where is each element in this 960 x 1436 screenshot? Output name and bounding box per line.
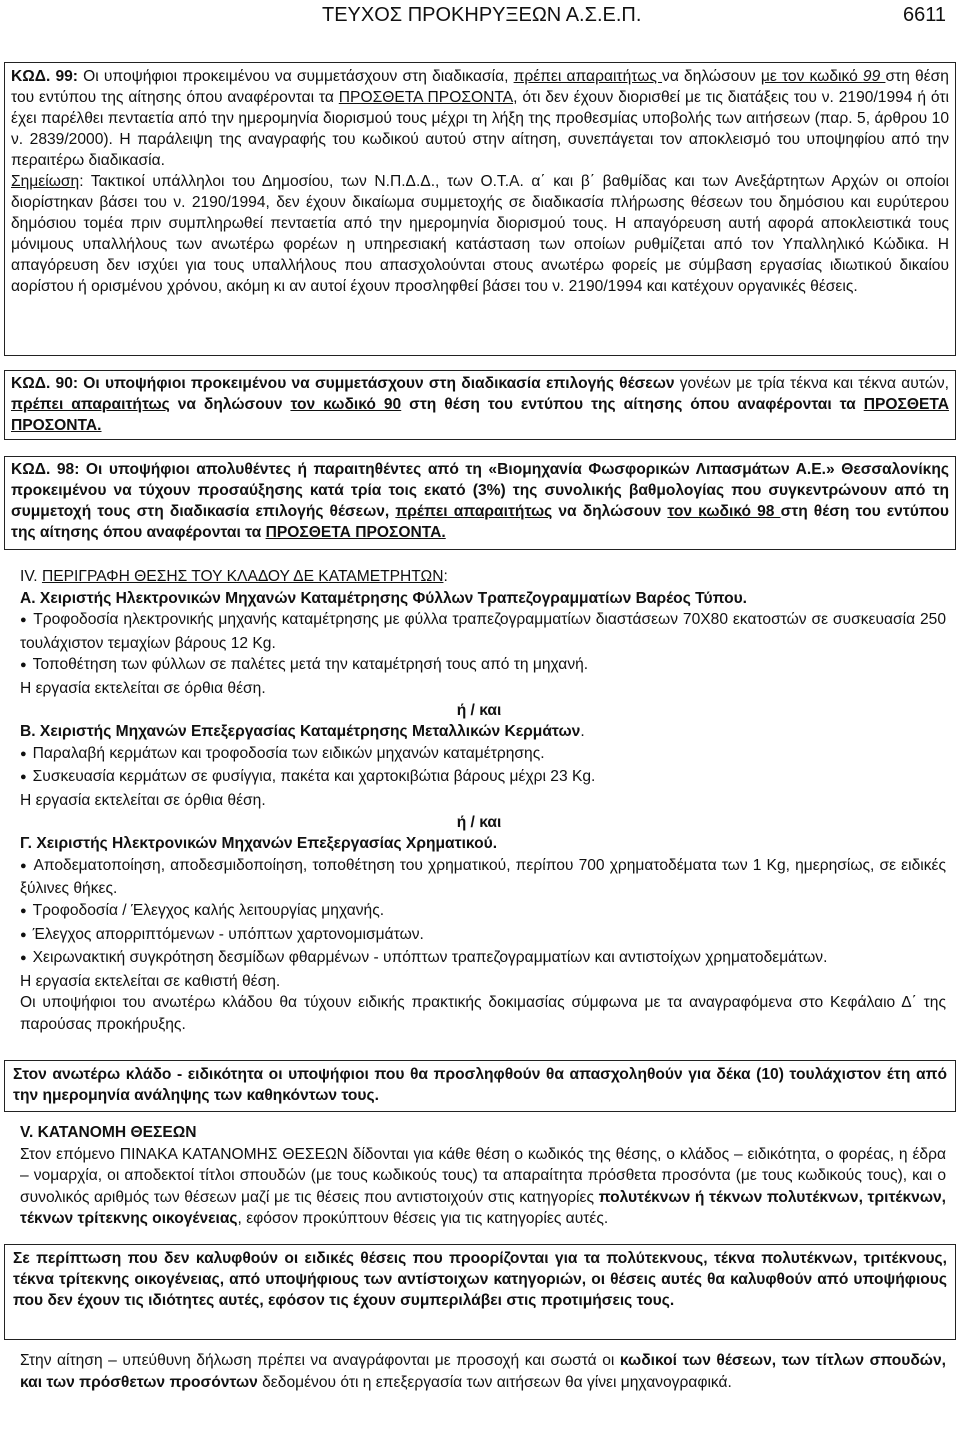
bullet-c1: ● Αποδεματοποίηση, αποδεσμιδοποίηση, τοποθέτηση του χρηματικού, περίπου 700 χρηματοδέματα των 1 Kg, ημερησίως, σε ειδικές ξύλινες θήκες. [12,855,946,900]
bullet-c3: ● Έλεγχος απορριπτόμενων - υπόπτων χαρτονομισμάτων. [12,924,946,948]
note-c5: Η εργασία εκτελείται σε καθιστή θέση. [20,972,281,990]
duty-term-box [4,1060,956,1112]
or-separator-1: ή / και [456,701,502,719]
code-99-paragraph: ΚΩΔ. 99: Οι υποψήφιοι προκειμένου να συμμετάσχουν στη διαδικασία, πρέπει απαραιτήτως να δηλώσουν με τον κωδικό 99 στη θέση του εντύπου της αίτησης όπου αναφέρονται τα ΠΡΟΣΘΕΤΑ ΠΡΟΣΟΝΤΑ, ότι δεν έχουν διορισθεί με τις διατάξεις του ν. 2190/1994 ή ότι έχει παρέλθει πενταετία από την ημερομηνία διορισμού τους μέχρι τη λήξη της προθεσμίας υποβολής των αιτήσεων (παρ. 5, άρθρου 10 ν. 2839/2000). Η παράλειψη της αναγραφής του κωδικού αυτού στην αίτηση, συνεπάγεται τον αποκλεισμό του υποψηφίου από την περαιτέρω διαδικασία. [11,68,949,169]
code-99-label: ΚΩΔ. 99: [11,68,78,85]
section-v-heading: V. ΚΑΤΑΝΟΜΗ ΘΕΣΕΩΝ [20,1124,197,1141]
bullet-c2: ● Τροφοδοσία / Έλεγχος καλής λειτουργίας μηχανής. [12,900,946,924]
subsection-b-title: Β. Χειριστής Μηχανών Επεξεργασίας Καταμέτρησης Μεταλλικών Κερμάτων. [20,723,585,741]
duty-term-text: Στον ανωτέρω κλάδο - ειδικότητα οι υποψήφιοι που θα προσληφθούν θα απασχοληθούν για δέκα (10) τουλάχιστον έτη από την ημερομηνία ανάληψης των καθηκόντων τους. [13,1066,947,1104]
bullet-b2: ● Συσκευασία κερμάτων σε φυσίγγια, πακέτα και χαρτοκιβώτια βάρους μέχρι 23 Kg. [12,766,946,790]
or-separator-2: ή / και [456,813,502,831]
journal-title: ΤΕΥΧΟΣ ΠΡΟΚΗΡΥΞΕΩΝ Α.Σ.Ε.Π. [322,4,642,26]
bullet-b1: ● Παραλαβή κερμάτων και τροφοδοσία των ειδικών μηχανών καταμέτρησης. [12,743,946,767]
subsection-c-title: Γ. Χειριστής Ηλεκτρονικών Μηχανών Επεξεργασίας Χρηματικού. [20,835,498,853]
note-c6: Οι υποψήφιοι του ανωτέρω κλάδου θα τύχουν ειδικής πρακτικής δοκιμασίας σύμφωνα με τα αναγραφόμενα στο Κεφάλαιο Δ΄ της παρούσας προκήρυξης. [20,994,946,1033]
subsection-a-title: Α. Χειριστής Ηλεκτρονικών Μηχανών Καταμέτρησης Φύλλων Τραπεζογραμματίων Βαρέος Τύπου. [20,589,748,607]
section-v-paragraph: Στον επόμενο ΠΙΝΑΚΑ ΚΑΤΑΝΟΜΗΣ ΘΕΣΕΩΝ δίδονται για κάθε θέση ο κωδικός της θέσης, ο κλάδος – ειδικότητα, ο φορέας, η έδρα – νομαρχία, οι αποδεκτοί τίτλοι σπουδών (με τους κωδικούς τους) τα απαραίτητα πρόσθετα προσόντα (με τους κωδικούς τους), και ο συνολικός αριθμός των θέσεων μαζί με τις θέσεις που αντιστοιχούν στις κατηγορίες πολυτέκνων ή τέκνων πολυτέκνων, τριτέκνων, τέκνων τρίτεκνης οικογένειας, εφόσον προκύπτουν θέσεις για τις κατηγορίες αυτές. [20,1145,946,1228]
bullet-a2: ● Τοποθέτηση των φύλλων σε παλέτες μετά την καταμέτρησή τους από τη μηχανή. [12,654,946,678]
code-98-box [4,456,956,550]
section-v [12,1122,946,1230]
code-99-box [4,62,956,356]
note-a3: Η εργασία εκτελείται σε όρθια θέση. [20,679,266,697]
uncovered-positions-text: Σε περίπτωση που δεν καλυφθούν οι ειδικές θέσεις που προορίζονται για τα πολύτεκνους, τέκνα πολυτέκνων, τριτέκνους, τέκνα τρίτεκνης οικογένειας, από υποψήφιους των αντίστοιχων κατηγοριών, οι θέσεις αυτές θα καλυφθούν από υποψήφιους που δεν έχουν τις ιδιότητες αυτές, εφόσον τις έχουν συμπεριλάβει στις προτιμήσεις τους. [13,1250,947,1309]
section-iv-heading: IV. ΠΕΡΙΓΡΑΦΗ ΘΕΣΗΣ ΤΟΥ ΚΛΑΔΟΥ ΔΕ ΚΑΤΑΜΕΤΡΗΤΩΝ: [20,568,448,585]
section-iv [12,566,946,1035]
bullet-c4: ● Χειρωνακτική συγκρότηση δεσμίδων φθαρμένων - υπόπτων τραπεζογραμματίων και αντιστοίχων χρηματοδεμάτων. [12,947,946,971]
note-b3: Η εργασία εκτελείται σε όρθια θέση. [20,791,266,809]
code-90-paragraph: ΚΩΔ. 90: Οι υποψήφιοι προκειμένου να συμμετάσχουν στη διαδικασία επιλογής θέσεων γονέων με τρία τέκνα και τέκνα αυτών, πρέπει απαραιτήτως να δηλώσουν τον κωδικό 90 στη θέση του εντύπου της αίτησης όπου αναφέρονται τα ΠΡΟΣΘΕΤΑ ΠΡΟΣΟΝΤΑ. [11,375,950,434]
uncovered-positions-box [4,1244,956,1340]
footer-paragraph: Στην αίτηση – υπεύθυνη δήλωση πρέπει να αναγράφονται με προσοχή και σωστά οι κωδικοί των θέσεων, των τίτλων σπουδών, και των πρόσθετων προσόντων δεδομένου ότι η επεξεργασία των αιτήσεων θα γίνει μηχανογραφικά. [20,1352,946,1391]
code-99-note: Σημείωση: Τακτικοί υπάλληλοι του Δημοσίου, των Ν.Π.Δ.Δ., των Ο.Τ.Α. α΄ και β΄ βαθμίδας και των Ανεξάρτητων Αρχών οι οποίοι διορίστηκαν βάσει του ν. 2190/1994, δεν έχουν δικαίωμα συμμετοχής σε διαδικασία πλήρωσης θέσεων του δημόσιου και ευρύτερου δημόσιου τομέα πριν συμπληρωθεί πενταετία από την ημερομηνία διορισμού τους. Η απαγόρευση αυτή αφορά αποκλειστικά τους μόνιμους υπαλλήλους των ανωτέρω φορέων η υπηρεσιακή κατάσταση των οποίων ρυθμίζεται από τον Υπαλληλικό Κώδικα. Η απαγόρευση δεν ισχύει για τους υπαλλήλους που απασχολούνται στους ανωτέρω φορείς με σύμβαση εργασίας ιδιωτικού δικαίου αορίστου ή ορισμένου χρόνου, ακόμη κι αν αυτοί έχουν προσληφθεί βάσει του ν. 2190/1994 και κατέχουν οργανικές θέσεις. [11,173,949,295]
bullet-a1: ● Τροφοδοσία ηλεκτρονικής μηχανής καταμέτρησης με φύλλα τραπεζογραμματίων διαστάσεων 70Χ80 εκατοστών σε συσκευασία 250 τουλάχιστον τεμαχίων βάρους 12 Kg. [12,609,946,654]
page-number: 6611 [902,4,946,26]
code-98-paragraph: ΚΩΔ. 98: Οι υποψήφιοι απολυθέντες ή παραιτηθέντες από τη «Βιομηχανία Φωσφορικών Λιπασμάτων Α.Ε.» Θεσσαλονίκης προκειμένου να τύχουν προσαύξησης κατά τρία τοις εκατό (3%) της συνολικής βαθμολογίας που συγκεντρώνουν από τη συμμετοχή τους στη διαδικασία επιλογής θέσεων, πρέπει απαραιτήτως να δηλώσουν τον κωδικό 98 στη θέση του εντύπου της αίτησης όπου αναφέρονται τα ΠΡΟΣΘΕΤΑ ΠΡΟΣΟΝΤΑ. [11,461,949,541]
page-header [0,4,960,30]
code-90-box [4,370,956,440]
